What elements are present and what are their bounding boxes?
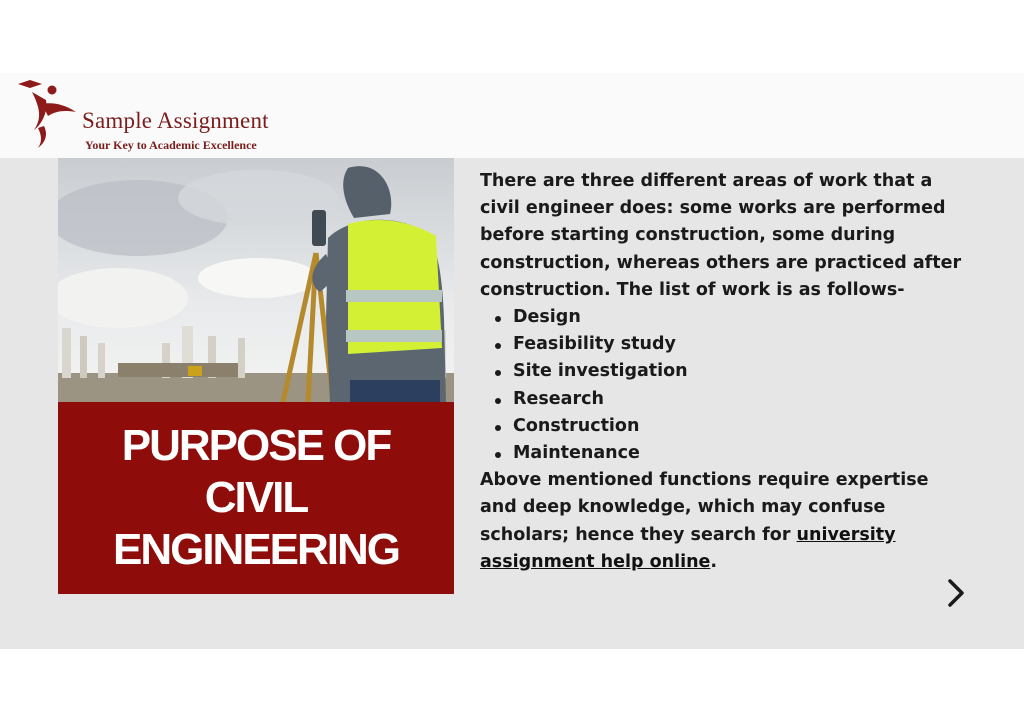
list-item: Maintenance (513, 440, 970, 467)
brand-tagline: Your Key to Academic Excellence (85, 138, 257, 152)
list-item: Research (513, 386, 970, 413)
list-item: Construction (513, 413, 970, 440)
content-text (480, 168, 970, 576)
list-item: Design (513, 304, 970, 331)
outro-paragraph (480, 467, 970, 576)
outro-end: . (710, 551, 718, 572)
intro-paragraph: There are three different areas of work that a civil engineer does: some works are performed before starting construction, some during construction, whereas others are practiced after construction. The list of work is as follows- (480, 171, 962, 300)
title-line-1: PURPOSE OF (121, 421, 391, 470)
title-banner (58, 402, 454, 594)
help-link[interactable]: university assignment help online (480, 524, 896, 572)
title-line-3: ENGINEERING (112, 525, 400, 574)
list-item: Site investigation (513, 358, 970, 385)
outro-text: Above mentioned functions require expertise and deep knowledge, which may confuse scholars; hence they search for (480, 470, 929, 545)
work-list (480, 304, 970, 467)
title-line-2: CIVIL (204, 473, 308, 522)
chevron-right-icon[interactable] (945, 578, 967, 608)
brand-logo (12, 78, 302, 154)
engineer-photo (58, 158, 454, 402)
graduate-figure-logo (12, 78, 82, 150)
brand-name: Sample Assignment (82, 108, 269, 133)
list-item: Feasibility study (513, 331, 970, 358)
